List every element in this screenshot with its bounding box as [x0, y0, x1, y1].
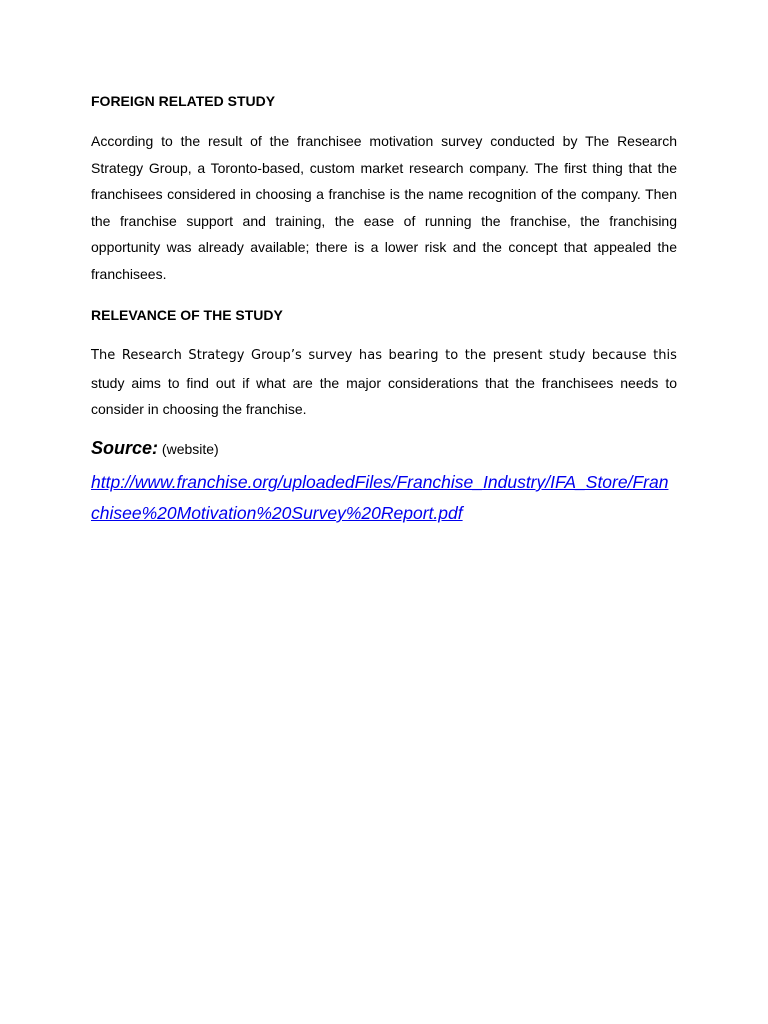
source-url-link[interactable]: http://www.franchise.org/uploadedFiles/Franchise_Industry/IFA_Store/Franchisee%20Motivation%20Survey%20Report.pdf	[91, 472, 669, 523]
foreign-study-heading: FOREIGN RELATED STUDY	[91, 93, 276, 109]
relevance-paragraph-rest: study aims to find out if what are the major considerations that the franchisees needs to consider in choosing the franchise.	[91, 374, 677, 418]
relevance-heading: RELEVANCE OF THE STUDY	[91, 307, 283, 323]
relevance-paragraph-lead: The Research Strategy Group’s survey has bearing to the present study because this	[91, 348, 677, 363]
source-label: Source:	[91, 438, 159, 458]
relevance-paragraph	[91, 341, 677, 423]
foreign-study-paragraph: According to the result of the franchisee motivation survey conducted by The Research Strategy Group, a Toronto-based, custom market research company. The first thing that the franchisees considered in choosing a franchise is the name recognition of the company. Then the franchise support and training, the ease of running the franchise, the franchising opportunity was already available; there is a lower risk and the concept that appealed the franchisees.	[91, 133, 677, 282]
source-note: (website)	[161, 441, 219, 457]
source-line	[91, 437, 219, 460]
